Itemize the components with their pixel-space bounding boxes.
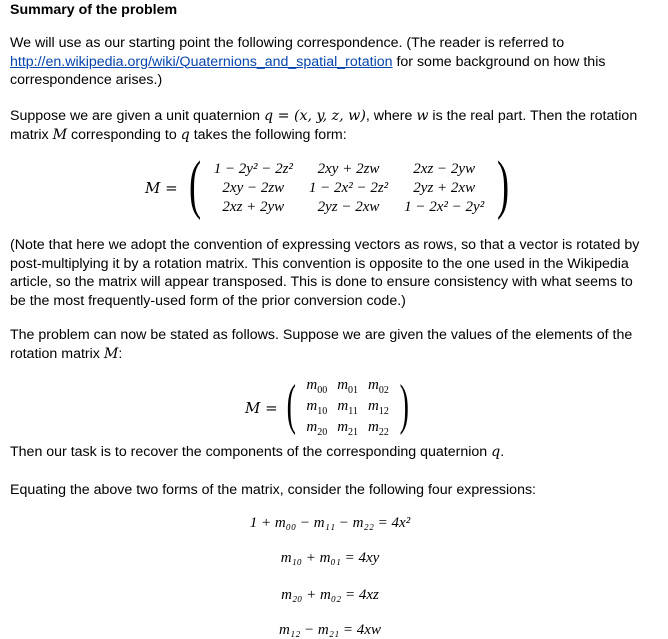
matrix1-cell: 1 − 2x² − 2z² (308, 179, 389, 196)
m-symbol-2: M (103, 345, 119, 362)
q-text-3: is the real part. Then the rotation matrix (10, 108, 638, 143)
matrix1-cell: 1 − 2x² − 2y² (404, 198, 485, 215)
matrix1-cell: 2xy + 2zw (317, 160, 380, 177)
matrix1-cell: 2xz − 2yw (413, 160, 476, 177)
matrix1-cell: 1 − 2y² − 2z² (213, 160, 293, 177)
matrix2-grid (300, 375, 395, 440)
matrix2-row (302, 419, 393, 438)
equating-paragraph: Equating the above two forms of the matrix, consider the following four expressions: (10, 482, 536, 498)
q-text-5: takes the following form: (189, 126, 347, 143)
matrix2-right-paren: ) (399, 373, 409, 436)
quaternion-paragraph (10, 107, 650, 144)
equation-4: m₁₂ − m₂₁ = 4xw (279, 622, 381, 638)
rotation-matrix-equation (145, 148, 514, 221)
m-symbol: M (52, 126, 68, 143)
matrix2-cell: $m_{12}$ (368, 398, 389, 417)
matrix2-cell: $m_{01}$ (337, 377, 359, 396)
matrix1-row (206, 198, 493, 217)
matrix2-row (302, 398, 393, 417)
equation-2: m₁₀ + m₀₁ = 4xy (280, 550, 380, 566)
q-text-2: , where (365, 108, 417, 124)
matrix1-cell: 2yz + 2xw (413, 179, 476, 196)
q-text-1: Suppose we are given a unit quaternion (10, 108, 264, 124)
matrix1-grid (206, 160, 493, 217)
intro-text-before: We will use as our starting point the following correspondence. (The reader is referred to (10, 35, 565, 51)
matrix1-cell: 2xy − 2zw (222, 179, 285, 196)
matrix1-row (206, 179, 493, 198)
problem-text-2: : (118, 345, 123, 362)
task-paragraph (10, 443, 650, 462)
q-symbol-2: q (491, 444, 501, 460)
q-symbol: q (180, 126, 190, 143)
task-text-1: Then our task is to recover the components of the corresponding quaternion (10, 444, 492, 460)
matrix2-cell: $m_{00}$ (306, 377, 328, 396)
intro-text-after: for some background on how this correspondence arises.) (10, 53, 606, 88)
matrix1-lhs: M = (145, 179, 178, 197)
matrix2-cell: $m_{22}$ (368, 419, 389, 438)
equation-3: m₂₀ + m₀₂ = 4xz (281, 587, 379, 603)
q-definition: q = (x, y, z, w) (263, 108, 366, 124)
matrix1-row (206, 160, 493, 179)
matrix2-left-paren: ( (286, 373, 296, 436)
matrix2-cell: $m_{21}$ (337, 419, 359, 438)
matrix1-cell: 2yz − 2xw (317, 198, 380, 215)
note-paragraph: (Note that here we adopt the convention of expressing vectors as rows, so that a vector is rotated by post-multiplying it by a rotation matrix. This convention is opposite to the one used in the Wikipedia article, so the matrix will appear transposed. This is done to ensure consistency with what seems to be the most frequently-used form of the prior conversion code.) (10, 237, 640, 309)
matrix2-cell: $m_{11}$ (337, 398, 358, 417)
element-matrix-equation (245, 375, 414, 440)
problem-text-1: The problem can now be stated as follows. Suppose we are given the values of the elements of the rotation matrix (10, 327, 633, 362)
q-text-4: corresponding to (67, 126, 181, 143)
matrix1-left-paren: ( (188, 148, 201, 221)
matrix2-cell: $m_{20}$ (306, 419, 328, 438)
problem-paragraph (10, 326, 650, 363)
matrix2-cell: $m_{02}$ (368, 377, 389, 396)
task-text-2: . (500, 444, 505, 460)
equation-1: 1 + m₀₀ − m₁₁ − m₂₂ = 4x² (249, 515, 411, 531)
matrix2-row (302, 377, 393, 396)
section-heading: Summary of the problem (10, 2, 178, 18)
matrix2-lhs: M = (245, 398, 278, 417)
intro-paragraph (10, 34, 650, 90)
wikipedia-link[interactable]: http://en.wikipedia.org/wiki/Quaternions_and_spatial_rotation (10, 53, 393, 70)
matrix2-cell: $m_{10}$ (306, 398, 328, 417)
w-symbol: w (416, 108, 429, 124)
matrix1-cell: 2xz + 2yw (222, 198, 285, 215)
matrix1-right-paren: ) (497, 148, 510, 221)
